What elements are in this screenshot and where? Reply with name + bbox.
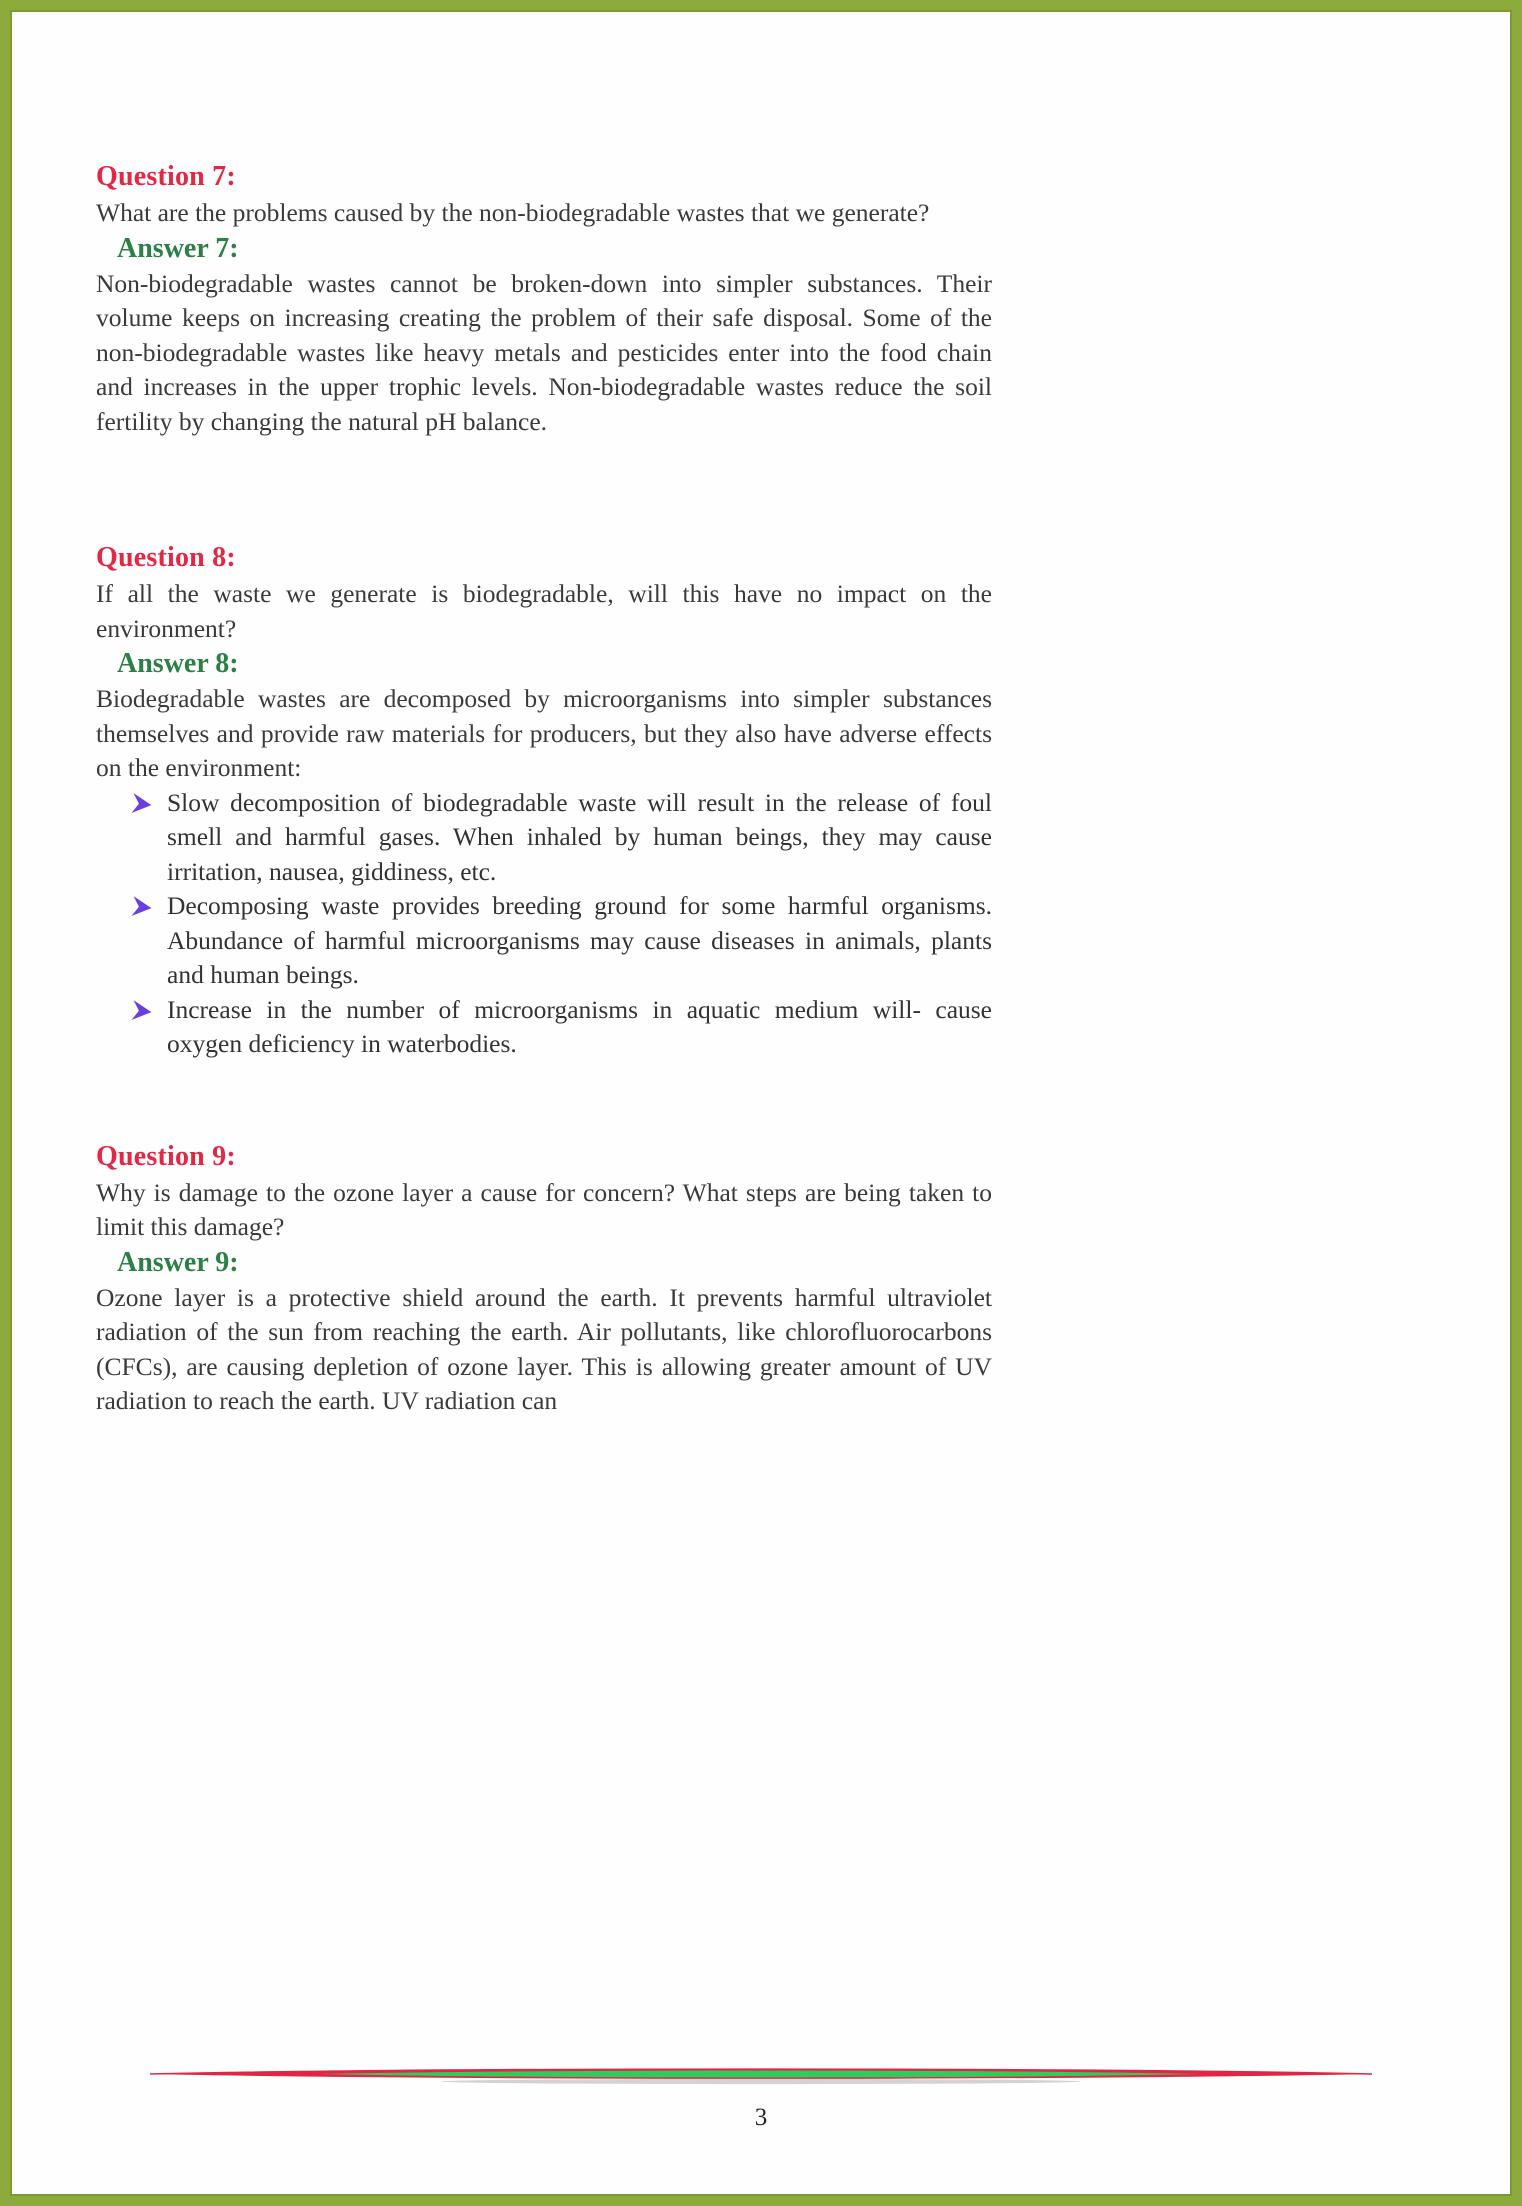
divider-flourish <box>150 2065 1372 2087</box>
answer-7-heading: Answer 7: <box>117 232 239 264</box>
qa-section-8 <box>96 539 992 1062</box>
question-9-heading: Question 9: <box>96 1140 236 1172</box>
bullet-text: Slow decomposition of biodegradable waste will result in the release of foul smell and harmful gases. When inhaled by human beings, they may cause irritation, nausea, giddiness, etc. <box>167 787 992 886</box>
arrow-bullet-icon <box>127 893 154 930</box>
answer-8-bullet-list <box>96 786 992 1062</box>
answer-9-paragraph: Ozone layer is a protective shield around the earth. It prevents harmful ultraviolet radiation of the sun from reaching the earth. Air pollutants, like chlorofluorocarbons (CFCs), are causing depletion of ozone layer. This is allowing greater amount of UV radiation to reach the earth. UV radiation can <box>96 1282 992 1415</box>
list-item <box>167 993 992 1062</box>
divider-shadow <box>441 2079 1081 2084</box>
question-8-text: If all the waste we generate is biodegradable, will this have no impact on the environment? <box>96 579 992 643</box>
answer-7-paragraph: Non-biodegradable wastes cannot be broken-down into simpler substances. Their volume keeps on increasing creating the problem of their safe disposal. Some of the non-biodegradable wastes like heavy metals and pesticides enter into the food chain and increases in the upper trophic levels. Non-biodegradable wastes reduce the soil fertility by changing the natural pH balance. <box>96 268 992 436</box>
question-7-heading: Question 7: <box>96 161 236 192</box>
question-8-heading: Question 8: <box>96 542 236 573</box>
bullet-text: Increase in the number of microorganisms in aquatic medium will- cause oxygen deficiency in waterbodies. <box>167 994 992 1058</box>
question-9-text: Why is damage to the ozone layer a cause for concern? What steps are being taken to limit this damage? <box>96 1177 992 1241</box>
arrow-bullet-icon <box>127 996 154 1033</box>
answer-8-heading: Answer 8: <box>117 648 239 679</box>
page-footer <box>10 2065 1512 2133</box>
page-content <box>10 10 992 1419</box>
arrow-bullet-icon <box>127 789 154 826</box>
answer-8-paragraph: Biodegradable wastes are decomposed by microorganisms into simpler substances themselves and provide raw materials for producers, but they also have adverse effects on the environment: <box>96 684 992 782</box>
bullet-text: Decomposing waste provides breeding ground for some harmful organisms. Abundance of harmful microorganisms may cause diseases in animals, plants and human beings. <box>167 891 992 989</box>
page-number: 3 <box>754 2104 768 2131</box>
list-item <box>167 889 992 993</box>
question-7-text: What are the problems caused by the non-biodegradable wastes that we generate? <box>96 198 930 227</box>
answer-9-heading: Answer 9: <box>117 1246 239 1278</box>
qa-section-7 <box>96 158 992 439</box>
qa-section-9 <box>96 1138 992 1419</box>
list-item <box>167 786 992 890</box>
